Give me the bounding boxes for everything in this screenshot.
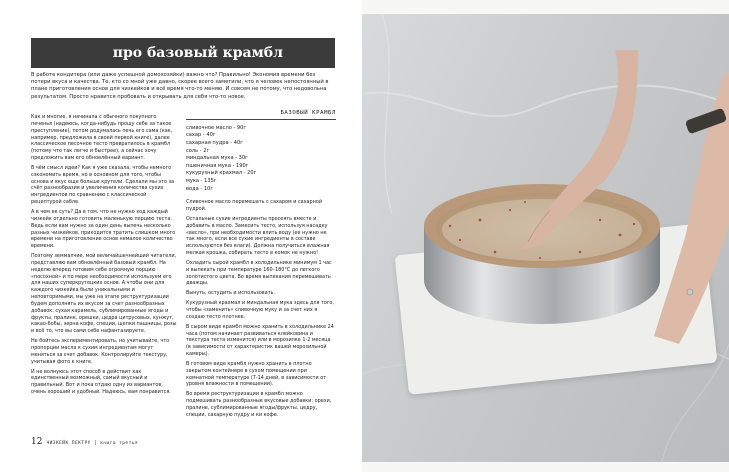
left-column: [31, 114, 178, 399]
page-number: 12: [31, 437, 43, 447]
body-paragraph: Не бойтесь экспериментировать, но учитывайте, что пропорции масла к сухим ингредиентам могут меняться за счет добавок. Контролируйте текстуру, учитывая фото к книге.: [31, 338, 170, 365]
photo-crumble-in-ring: [362, 14, 729, 462]
body-paragraph: А в чем ее суть? Да в том, что не нужно ход каждый чизкейк отдельно готовить маленькую порцию теста. Ведь если вам нужно за один день выпечь несколько разных чизкейков, приходится тратить слишком много времени на приготовление основ немалое количество времени.: [31, 208, 176, 250]
ingredient-item: мука - 135г: [186, 178, 217, 184]
recipe-step: Охладить сырой крамбл в холодильнике минимум 1 час и выпекать при температуре 160–180°С до легкого золотистого цвета. Во время выпекания перемешивать дважды.: [186, 259, 332, 287]
recipe-heading: БАЗОВЫЙ КРАМБЛ: [186, 110, 336, 120]
ingredient-item: соль - 2г: [186, 147, 210, 154]
page-footer: [31, 437, 138, 447]
ingredient-item: миндальная мука - 30г: [186, 155, 248, 162]
left-hand: [520, 50, 640, 250]
recipe-step: Остальные сухие ингредиенты просеять вместе и добавить в масло. Замесить тесто, используя насадку «весло», при необходимости влить воду (ее нужно не так много, если все сухие ингредиенты в составе используются без влаги). Должна получиться влажная мелкая крошка, собирать тесто в комок не нужно!: [186, 215, 330, 257]
footer-separator: |: [94, 440, 97, 446]
recipe-step: Сливочное масло перемешать с сахаром и сахарной пудрой.: [186, 199, 323, 213]
recipe-step: Кукурузный крахмал и миндальная мука здесь для того, чтобы «заменить» сливочную муку и за счет них я создаю тесто плотнее.: [186, 300, 334, 320]
recipe-step: В готовом виде крамбл нужно хранить в плотно закрытом контейнере в сухом помещении при комнатной температуре (7-14 дней, в зависимости от уровня влажности в помещении).: [186, 360, 327, 388]
ingredient-item: сахар - 40г: [186, 132, 216, 139]
ingredient-item: сахарная пудра - 40г: [186, 140, 243, 147]
body-paragraph: Поэтому земмалчие, мой величайшечнейший читатели, представляю вам обновлённый базовый крамбл. На неделю вперед готовим себе огромную порцию «посохной» и по мере необходимости используем его для наших суперкрутецких основ. А чтобы они для каждого чизкейка были уникальными и неповторимыми, мы уже на этапе реструктуризации будем дополнять их вкусом за счет разнообразных добавок: сухая карамель, сублимированные ягоды и фрукты, пралине, орешки, цедра цитрусовых, кунжут, какао-бобы, зерна кофе, специи, щепки пашницы, розы и всё то, что вы сами себе нафантазируете.: [31, 253, 177, 335]
recipe-column: [186, 110, 336, 422]
ingredient-item: кукурузный крахмал - 20г: [186, 170, 257, 177]
recipe-step: В сыром виде крамбл можно хранить в холодильнике 24 часа (потом начинает развиваться клейковина и текстура теста изменится) или в морозилке 1-2 месяца (в зависимости от характеристик вашей морозильной камеры).: [186, 323, 334, 358]
right-page: [362, 0, 729, 472]
recipe-step: Вынуть, остудить и использовать.: [186, 290, 275, 297]
section-name: книга третья: [100, 441, 139, 446]
page-title: про базовый крамбл: [112, 45, 283, 61]
ingredient-list: [186, 125, 336, 193]
body-paragraph: И не волнуюсь этот способ в действит как единственный возможный, самый вкусный и правильный. Вот и пока отдаю одну из вариантов, очень хороший и удобный. Надеюсь, вам понравится.: [31, 368, 171, 396]
title-bar: [31, 38, 335, 68]
body-paragraph: Как и многие, я начинала с обычного покупного печенья (надеюсь, когда-нибудь прощу себе за такое преступление), потом додумалась печь его сама (как, например, предложила в своей первой книге), далее классическое песочное тесто превратилось в крамбл (потому что так легче и быстрее), а сейчас хочу предложить вам его обновлённый вариант.: [31, 114, 173, 162]
left-page: [0, 0, 362, 472]
right-hand-with-watch: [634, 74, 729, 344]
intro-paragraph: В работе кондитера (или даже успешной домохозяйки) важно что? Правильно! Экономия времени без потери вкуса и качества. Те, кто со мной уже давно, скорее всего заметили, что я человек непостоянный в плане приготовления основ для чизкейков и всё время что-то меняю. И совсем не потому, что недовольна результатом. Просто нравится пробовать и открывать для себя что-то новое.: [31, 72, 329, 100]
ingredient-item: сливочное масло - 90г: [186, 124, 247, 131]
recipe-step: Во время реструктуризации в крамбл можно подмешивать разнообразные вкусовые добавки: орехи, пралине, сублимированные ягоды/фрукты, цедру, специи, сахарную пудру и ки кофе.: [186, 391, 332, 418]
ingredient-item: пшеничная мука - 190г: [186, 162, 249, 169]
magazine-name: ЧИЗКЕЙК ПЕКТРУ: [46, 441, 91, 446]
ingredient-item: вода - 10г: [186, 185, 213, 192]
body-paragraph: В чём смысл идеи? Как я уже сказала, чтобы немного сэкономить время, но в основном для того, чтобы основа и вкус еще больше крутели. Сделали мы это за счёт разнообразия и увеличения количества сухих ингредиентов по сравнению с классической рецептурой сабле.: [31, 164, 175, 206]
